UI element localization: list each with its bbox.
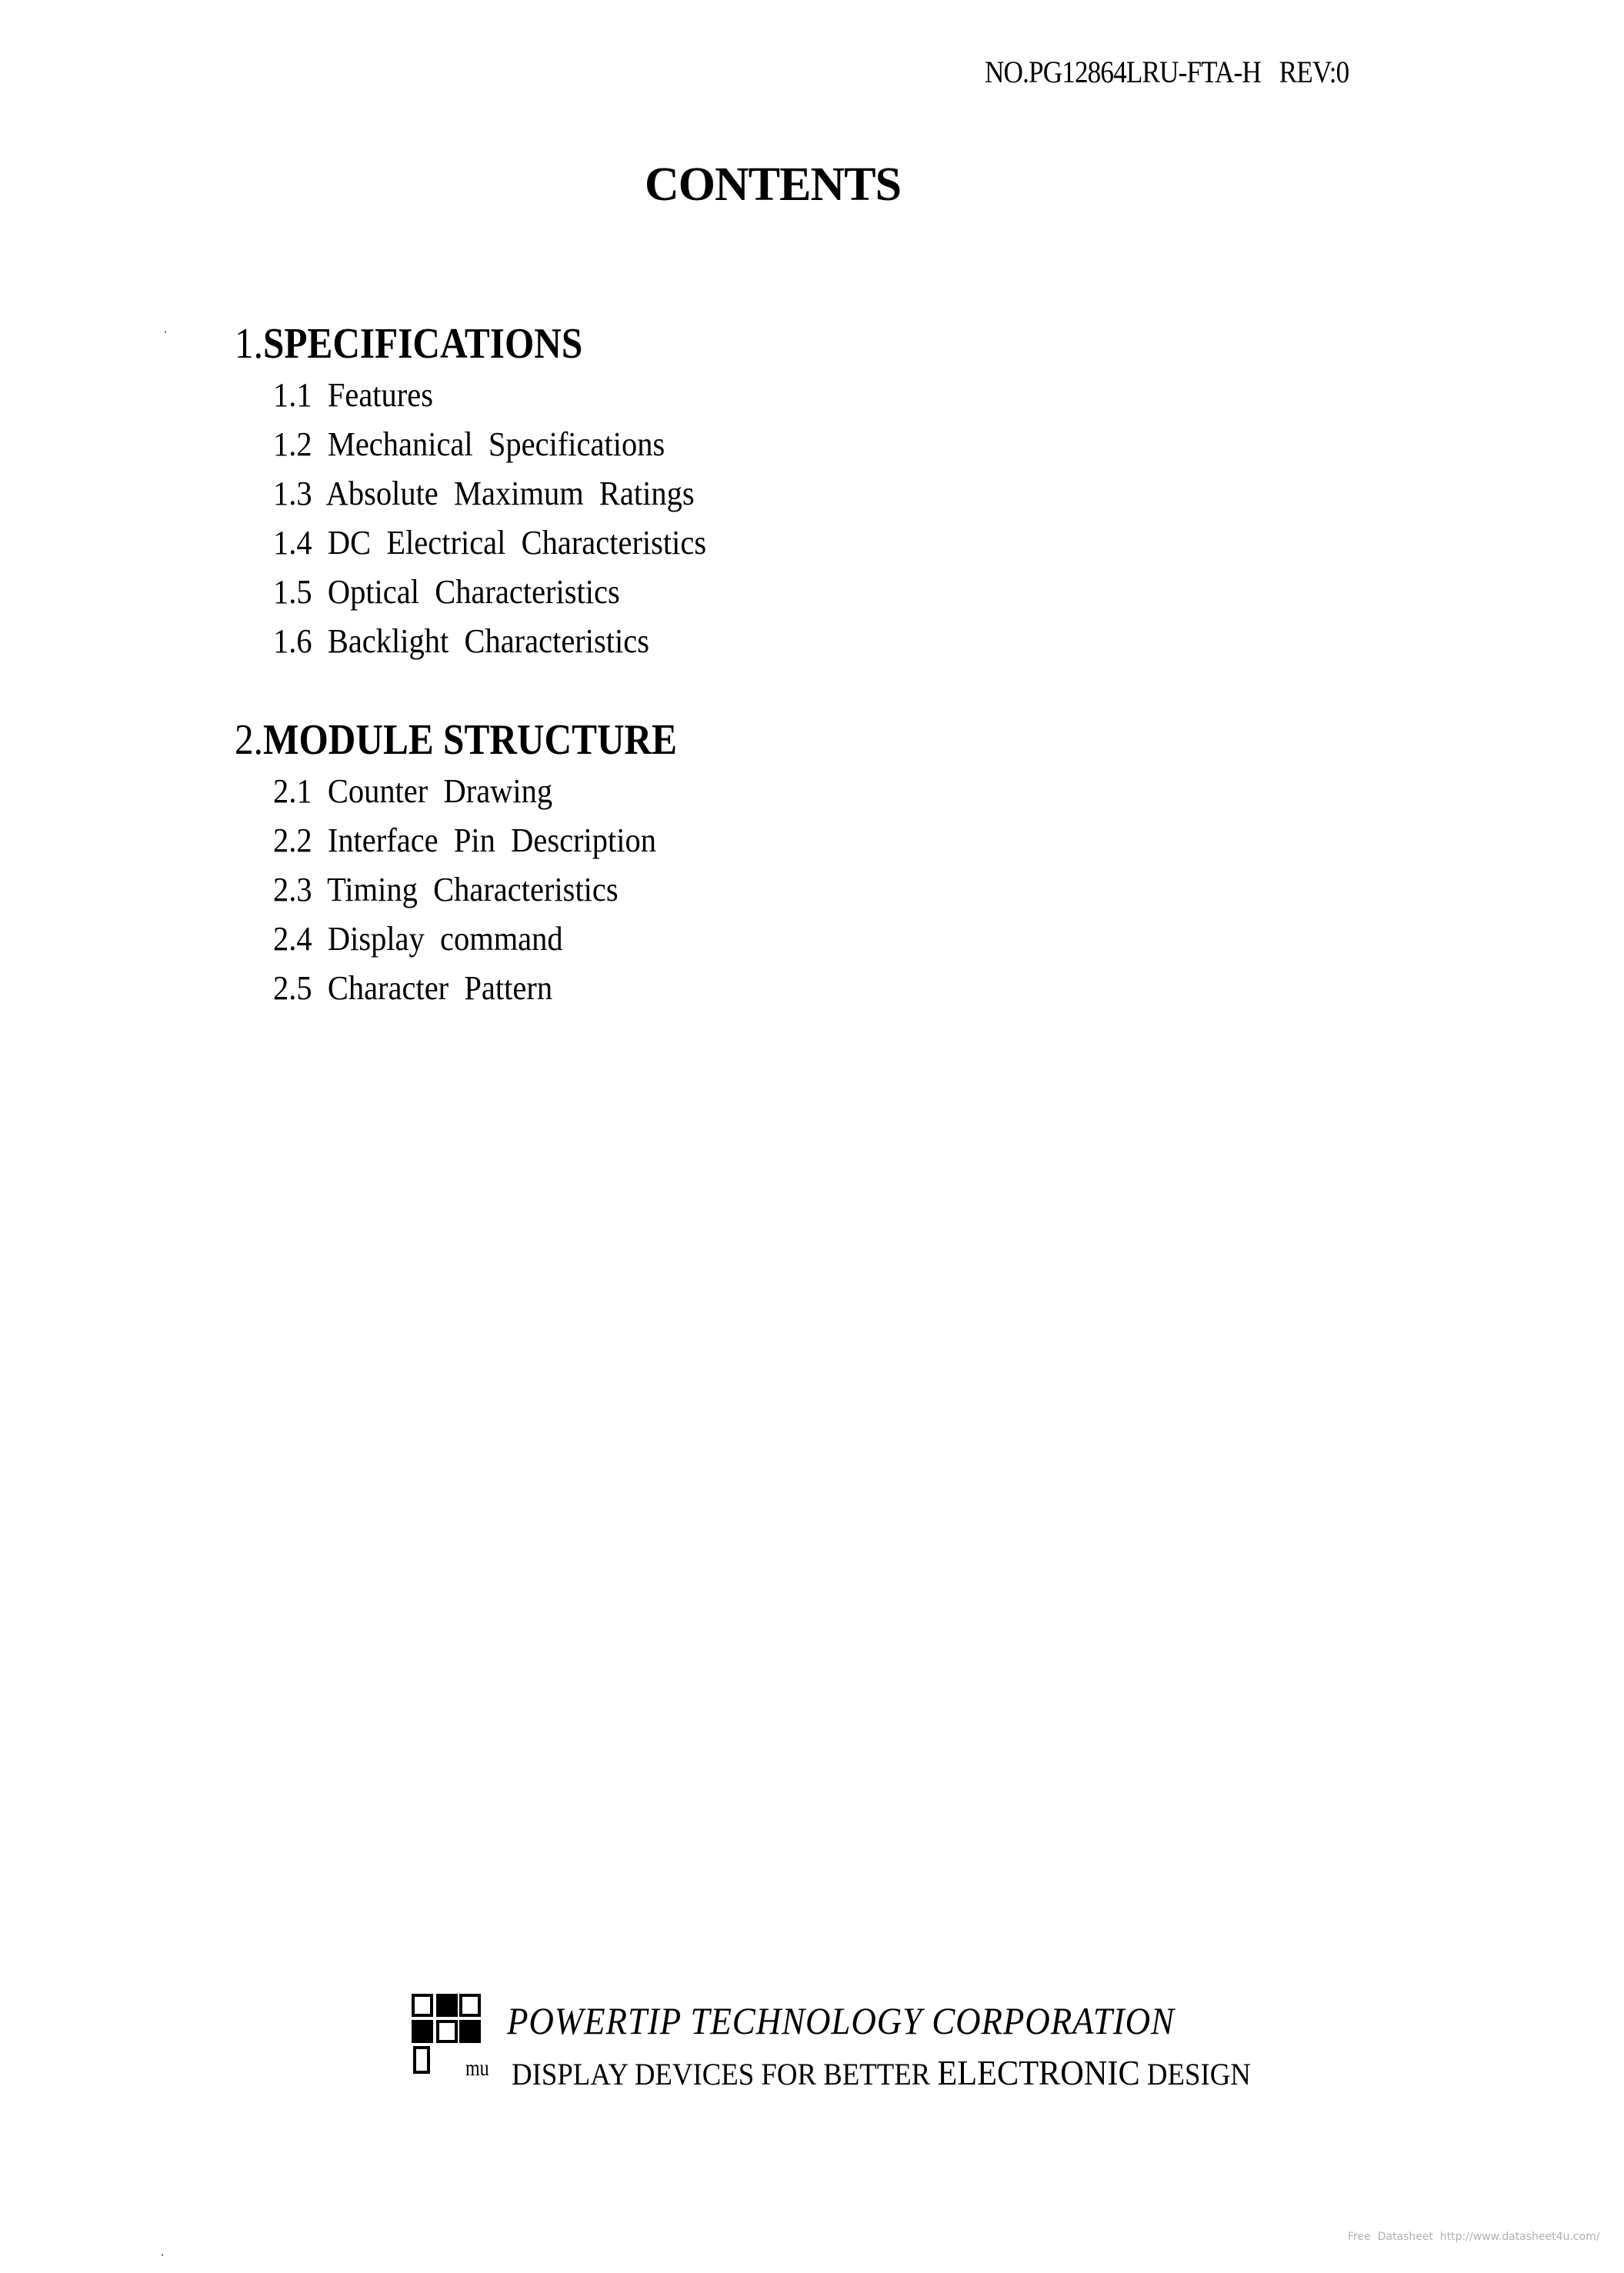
toc-list [235,371,744,666]
toc-item-character-pattern[interactable]: 2.5 Character Pattern [273,969,553,1007]
toc-item-absolute-maximum-ratings[interactable]: 1.3 Absolute Maximum Ratings [273,475,695,512]
section-specifications [235,317,744,666]
toc-item-display-command[interactable]: 2.4 Display command [273,920,563,958]
watermark-link[interactable]: Free Datasheet http://www.datasheet4u.com/ [1348,2231,1600,2243]
toc-item-interface-pin-description[interactable]: 2.2 Interface Pin Description [273,822,656,859]
section-module-structure [235,713,737,1013]
section-heading: 2.MODULE STRUCTURE [235,716,677,764]
toc-item-features[interactable]: 1.1 Features [273,376,433,414]
toc-item-dc-electrical-characteristics[interactable]: 1.4 DC Electrical Characteristics [273,524,707,562]
toc-item-mechanical-specifications[interactable]: 1.2 Mechanical Specifications [273,425,665,463]
revision: REV:0 [1279,55,1349,89]
company-name: POWERTIP TECHNOLOGY CORPORATION [507,1999,1175,2042]
section-heading: 1.SPECIFICATIONS [235,320,583,368]
scan-speck [165,331,166,333]
toc-list [235,767,737,1013]
toc-item-optical-characteristics[interactable]: 1.5 Optical Characteristics [273,573,620,611]
page-title: CONTENTS [645,158,902,211]
logo-sub-text: mu [465,2055,489,2081]
toc-item-backlight-characteristics[interactable]: 1.6 Backlight Characteristics [273,622,650,660]
scan-speck [162,2254,163,2256]
toc-item-counter-drawing[interactable]: 2.1 Counter Drawing [273,772,553,810]
company-tagline: DISPLAY DEVICES FOR BETTER ELECTRONIC DESIGN [512,2053,1251,2092]
toc-item-timing-characteristics[interactable]: 2.3 Timing Characteristics [273,871,619,908]
document-number [985,54,1349,90]
doc-id: NO.PG12864LRU-FTA-H [985,55,1261,89]
